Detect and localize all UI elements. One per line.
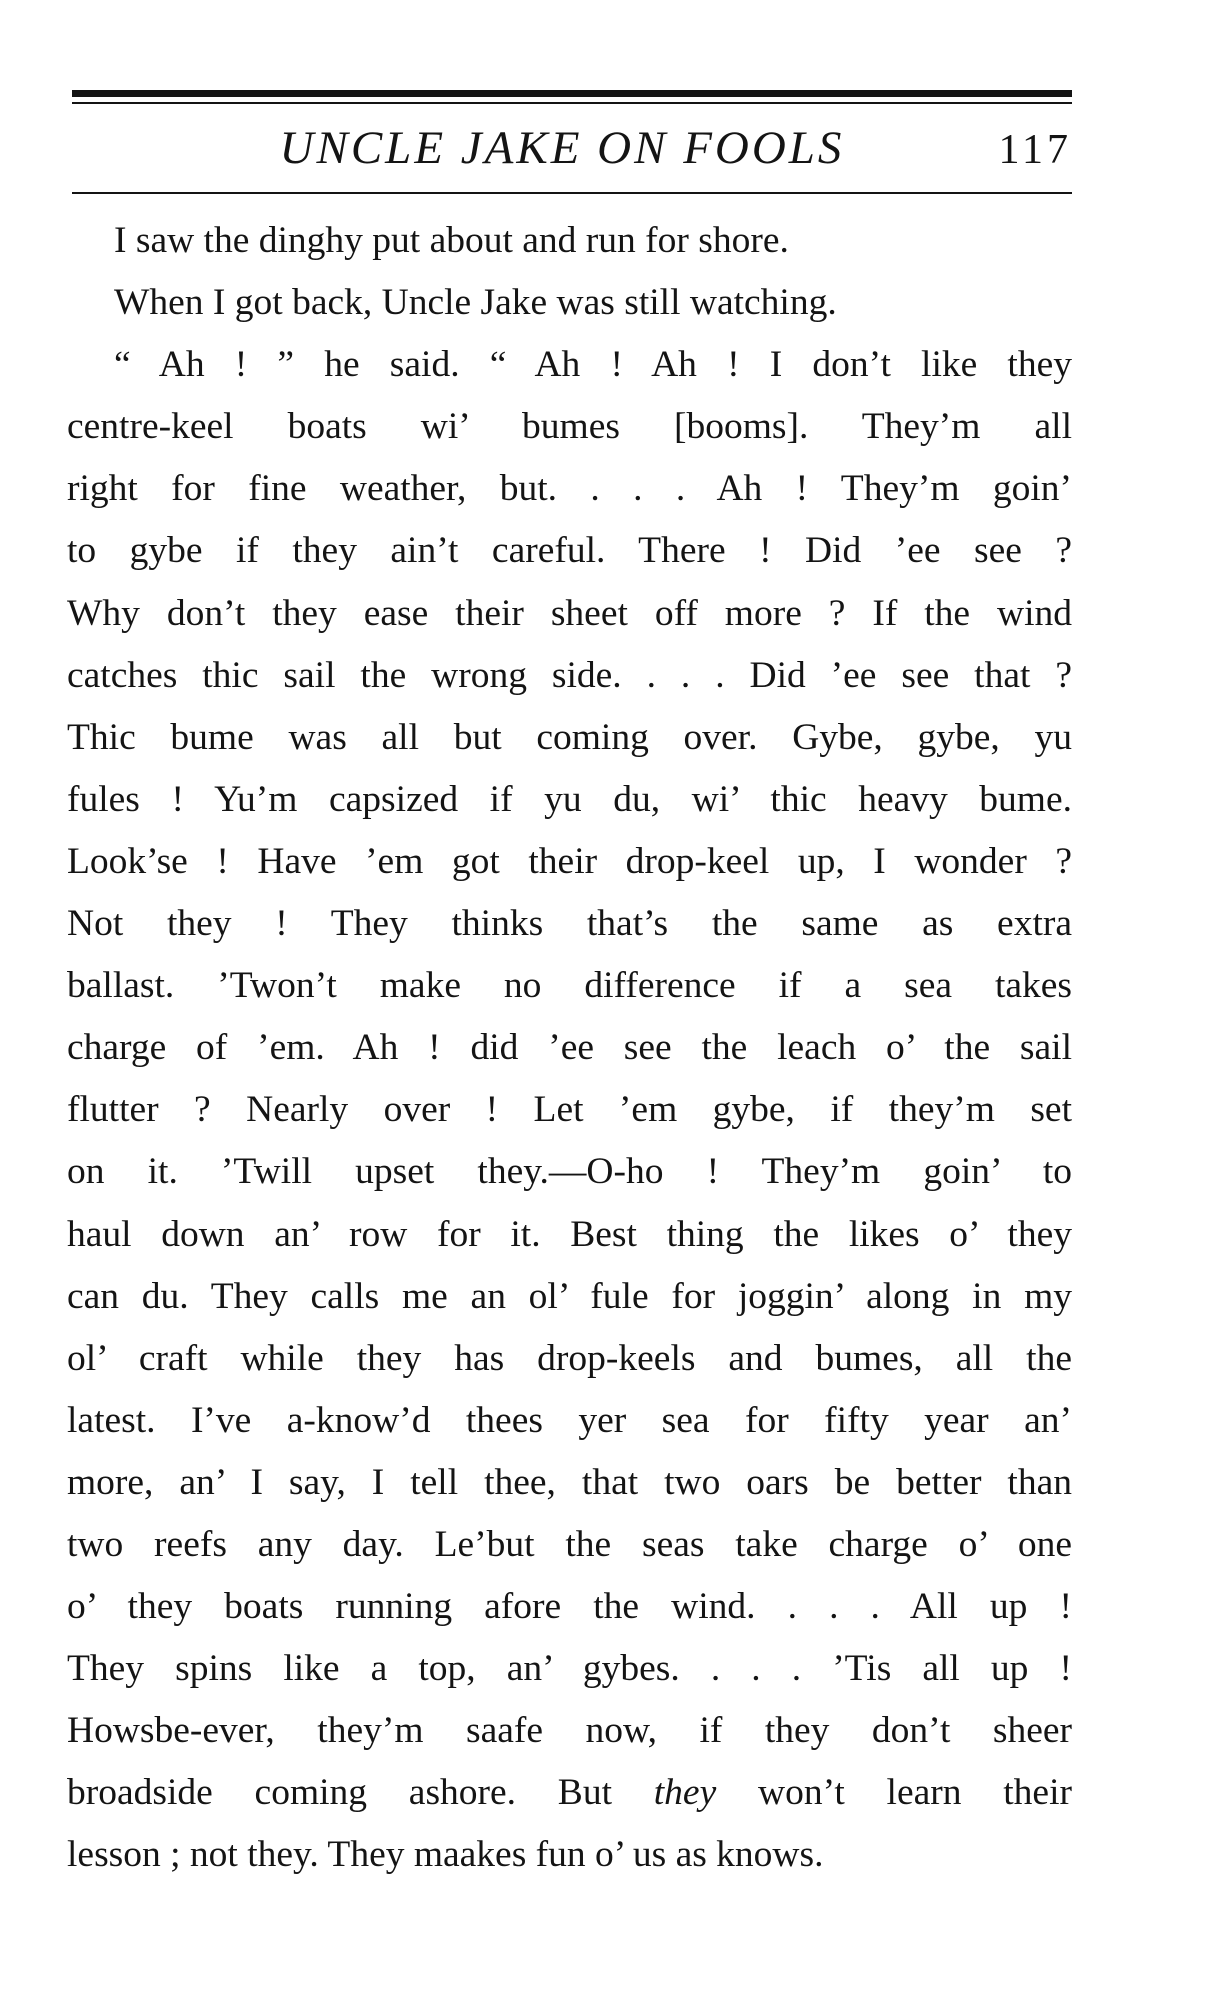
text-line: Not they ! They thinks that’s the same as extra	[67, 903, 1072, 945]
page-number: 117	[998, 127, 1072, 173]
text-line: catches thic sail the wrong side. . . . Did ’ee see that ?	[67, 654, 1072, 696]
text-line: fules ! Yu’m capsized if yu du, wi’ thic heavy bume.	[67, 778, 1072, 820]
text-line-with-emphasis	[67, 1762, 1072, 1824]
text-line: flutter ? Nearly over ! Let ’em gybe, if they’m set	[67, 1089, 1072, 1131]
header-rule-bottom	[72, 192, 1072, 194]
header-rule-thick	[72, 90, 1072, 97]
text-line: haul down an’ row for it. Best thing the likes o’ they	[67, 1213, 1072, 1255]
header-rule-thin	[72, 102, 1072, 104]
running-title: UNCLE JAKE ON FOOLS	[279, 122, 845, 174]
text-line: ballast. ’Twon’t make no difference if a sea takes	[67, 965, 1072, 1007]
text-line-last: lesson ; not they. They maakes fun o’ us as knows.	[67, 1834, 824, 1876]
text-line: I saw the dinghy put about and run for shore.	[114, 220, 789, 261]
text-line: two reefs any day. Le’but the seas take charge o’ one	[67, 1523, 1072, 1565]
text-line: ol’ craft while they has drop-keels and bumes, all the	[67, 1337, 1072, 1379]
text-line: Look’se ! Have ’em got their drop-keel up, I wonder ?	[67, 840, 1072, 882]
text-line: Thic bume was all but coming over. Gybe, gybe, yu	[67, 716, 1072, 758]
text-line: They spins like a top, an’ gybes. . . . ’Tis all up !	[67, 1648, 1072, 1690]
running-head	[72, 118, 1072, 178]
text-line: Why don’t they ease their sheet off more ? If the wind	[67, 592, 1072, 634]
text-segment: won’t learn their	[716, 1772, 1072, 1814]
text-line: more, an’ I say, I tell thee, that two oars be better than	[67, 1461, 1072, 1503]
text-line: can du. They calls me an ol’ fule for joggin’ along in my	[67, 1275, 1072, 1317]
text-line: When I got back, Uncle Jake was still watching.	[114, 282, 837, 324]
text-segment: broadside coming ashore. But	[67, 1772, 654, 1814]
text-line: latest. I’ve a-know’d thees yer sea for fifty year an’	[67, 1399, 1072, 1441]
text-line: to gybe if they ain’t careful. There ! Did ’ee see ?	[67, 530, 1072, 572]
text-line: centre-keel boats wi’ bumes [booms]. They’m all	[67, 406, 1072, 448]
text-line: o’ they boats running afore the wind. . . . All up !	[67, 1586, 1072, 1628]
text-line: right for fine weather, but. . . . Ah ! They’m goin’	[67, 468, 1072, 510]
emphasis-word: they	[653, 1772, 717, 1814]
text-line: charge of ’em. Ah ! did ’ee see the leach o’ the sail	[67, 1027, 1072, 1069]
text-line: on it. ’Twill upset they.—O-ho ! They’m goin’ to	[67, 1151, 1072, 1193]
text-line: Howsbe-ever, they’m saafe now, if they don’t sheer	[67, 1710, 1072, 1752]
text-line: “ Ah ! ” he said. “ Ah ! Ah ! I don’t like they	[114, 344, 1072, 386]
body-text	[67, 210, 1072, 1887]
